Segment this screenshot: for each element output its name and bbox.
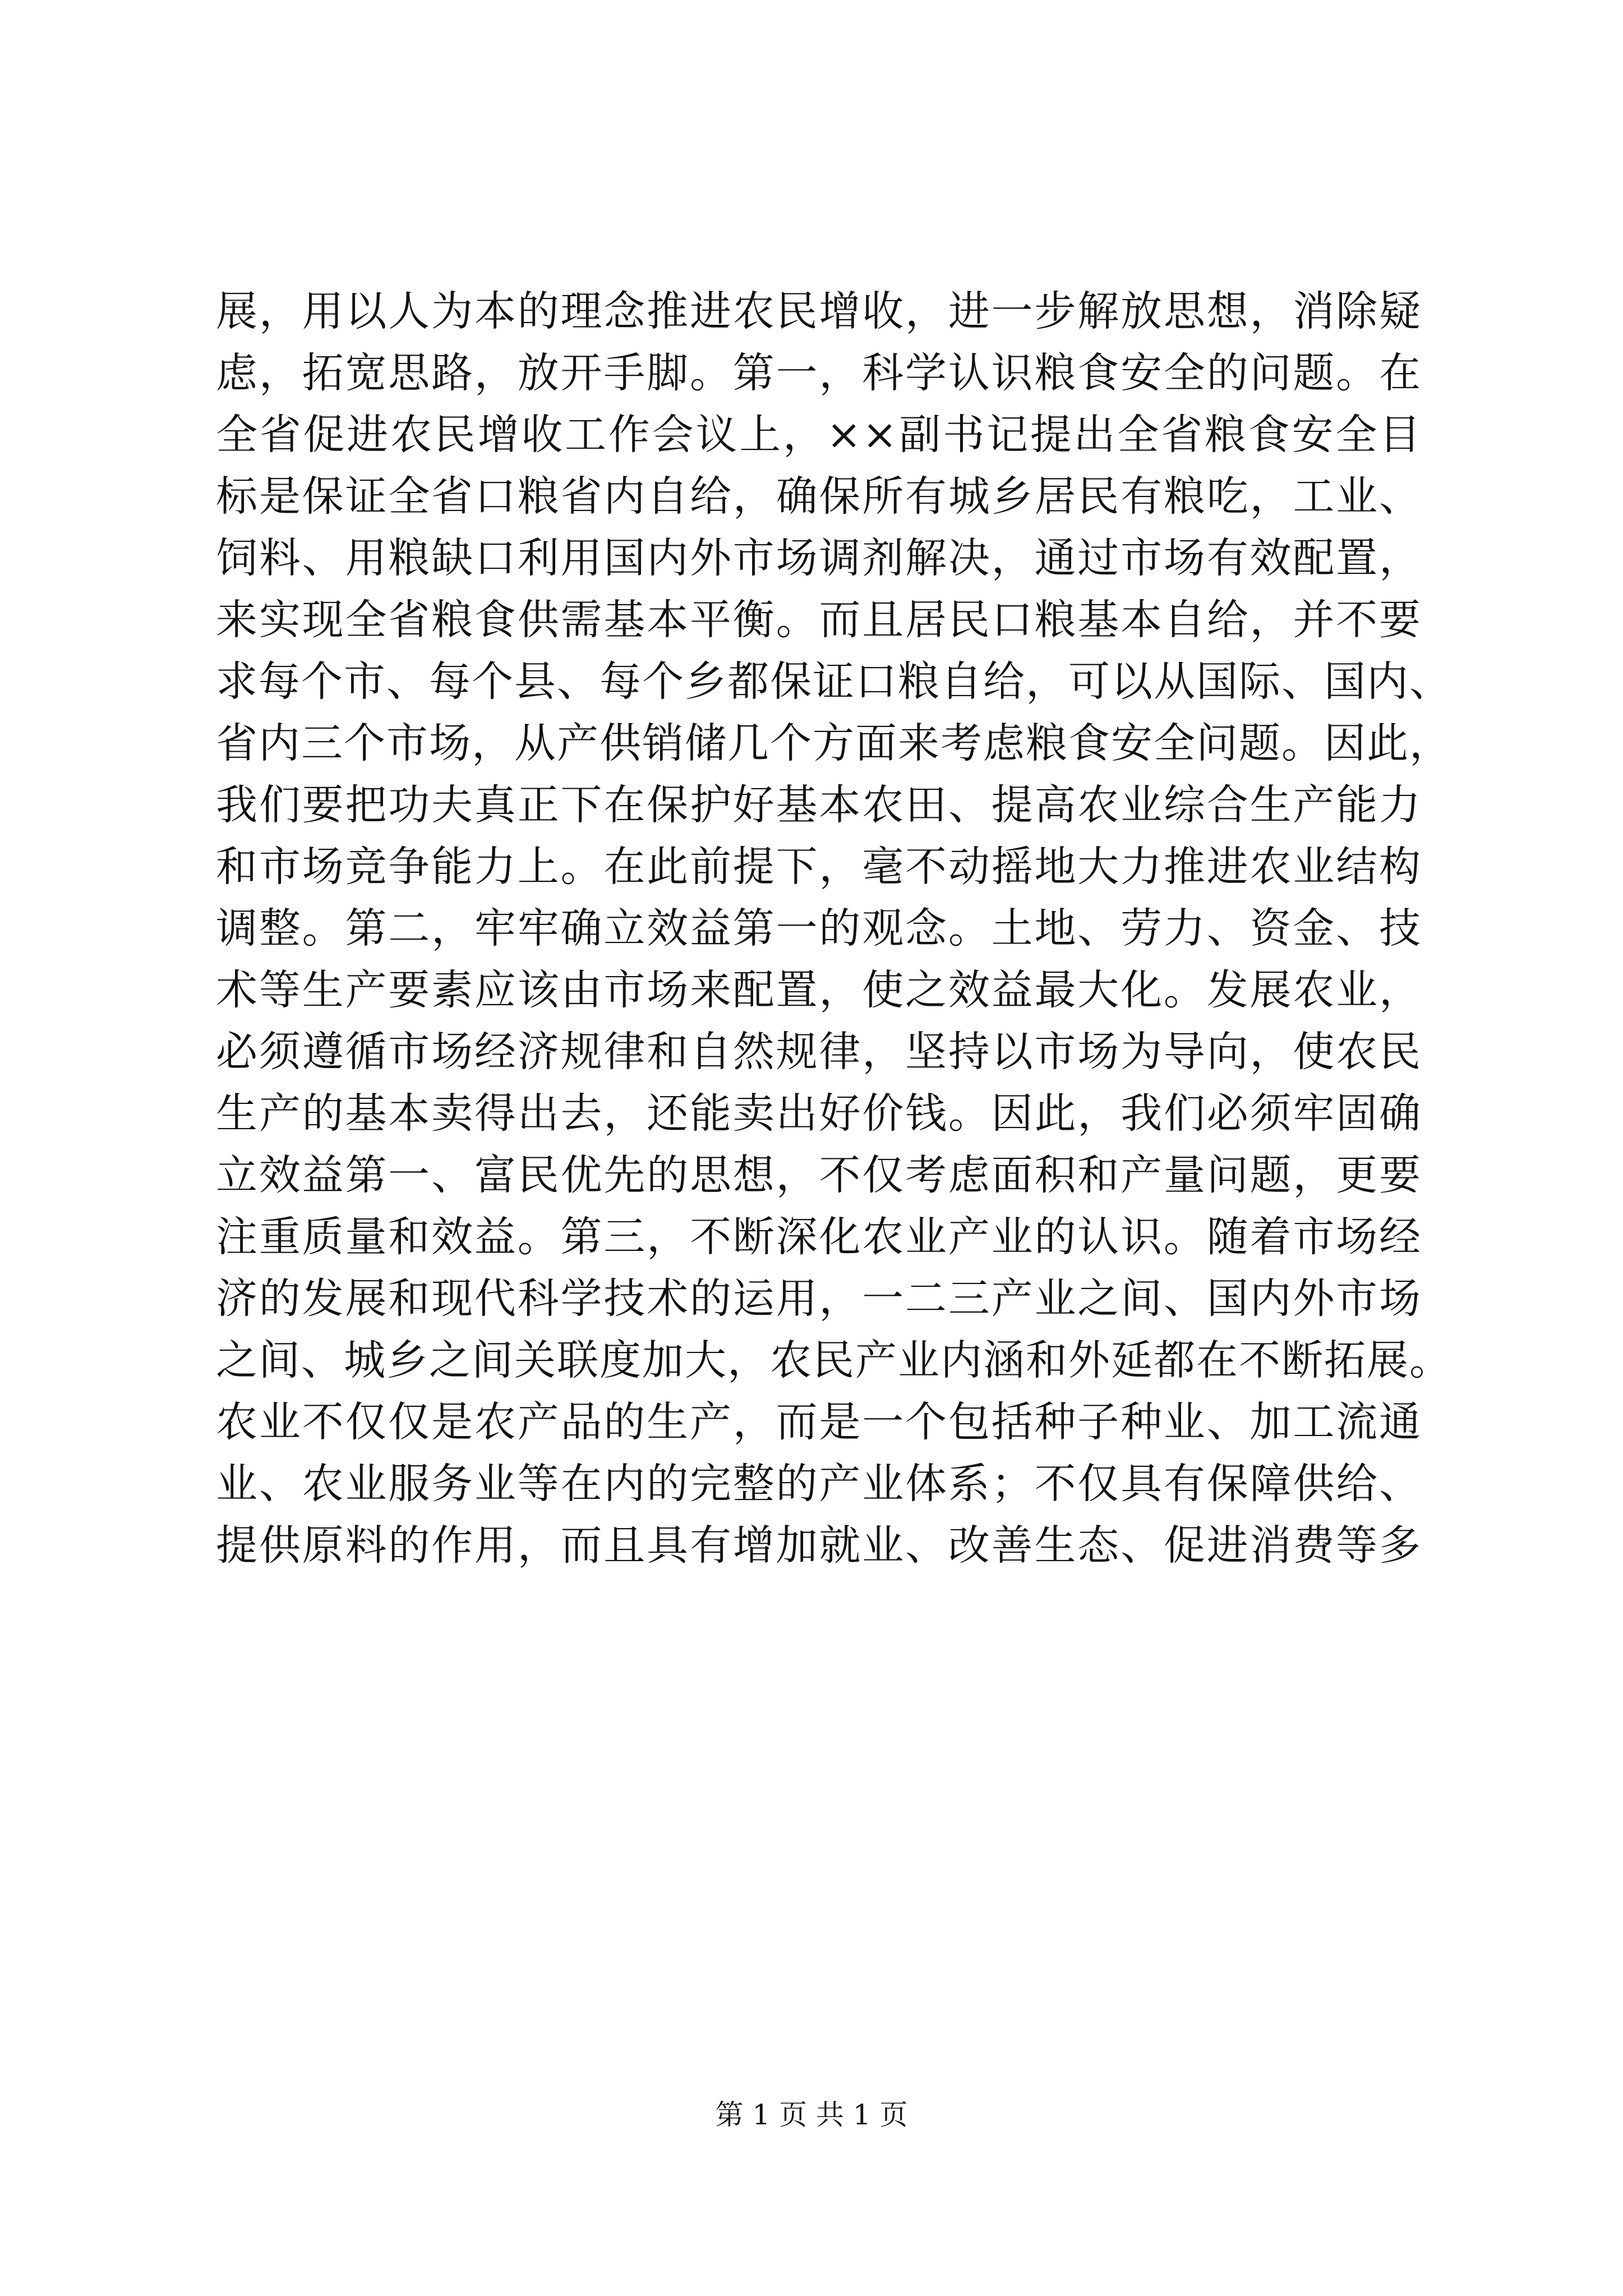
body-text — [216, 280, 1452, 1576]
text-line: 之间、城乡之间关联度加大，农民产业内涵和外延都在不断拓展。 — [216, 1336, 1452, 1384]
text-line: 虑，拓宽思路，放开手脚。第一，科学认识粮食安全的问题。在 — [216, 349, 1422, 397]
text-line: 术等生产要素应该由市场来配置，使之效益最大化。发展农业， — [216, 966, 1422, 1014]
text-line: 济的发展和现代科学技术的运用，一二三产业之间、国内外市场 — [216, 1274, 1422, 1323]
text-line: 省内三个市场，从产供销储几个方面来考虑粮食安全问题。因此， — [216, 719, 1452, 767]
text-line: 调整。第二，牢牢确立效益第一的观念。土地、劳力、资金、技 — [216, 904, 1422, 953]
text-line: 提供原料的作用，而且具有增加就业、改善生态、促进消费等多 — [216, 1521, 1422, 1570]
text-line: 农业不仅仅是农产品的生产，而是一个包括种子种业、加工流通 — [216, 1398, 1422, 1446]
text-line: 全省促进农民增收工作会议上，××副书记提出全省粮食安全目 — [216, 411, 1422, 459]
text-line: 必须遵循市场经济规律和自然规律，坚持以市场为导向，使农民 — [216, 1028, 1422, 1076]
text-line: 生产的基本卖得出去，还能卖出好价钱。因此，我们必须牢固确 — [216, 1089, 1422, 1138]
text-line: 求每个市、每个县、每个乡都保证口粮自给，可以从国际、国内、 — [216, 657, 1452, 706]
text-line: 注重质量和效益。第三，不断深化农业产业的认识。随着市场经 — [216, 1213, 1422, 1261]
text-line: 立效益第一、富民优先的思想，不仅考虑面积和产量问题，更要 — [216, 1151, 1422, 1199]
text-line: 来实现全省粮食供需基本平衡。而且居民口粮基本自给，并不要 — [216, 596, 1422, 644]
text-line: 和市场竞争能力上。在此前提下，毫不动摇地大力推进农业结构 — [216, 843, 1422, 891]
text-line: 标是保证全省口粮省内自给，确保所有城乡居民有粮吃，工业、 — [216, 472, 1422, 521]
text-line: 饲料、用粮缺口利用国内外市场调剂解决，通过市场有效配置， — [216, 534, 1422, 582]
text-line: 我们要把功夫真正下在保护好基本农田、提高农业综合生产能力 — [216, 781, 1422, 829]
page-footer: 第 1 页 共 1 页 — [715, 2099, 908, 2131]
text-line: 业、农业服务业等在内的完整的产业体系；不仅具有保障供给、 — [216, 1460, 1422, 1508]
text-line: 展，用以人为本的理念推进农民增收，进一步解放思想，消除疑 — [216, 287, 1422, 335]
